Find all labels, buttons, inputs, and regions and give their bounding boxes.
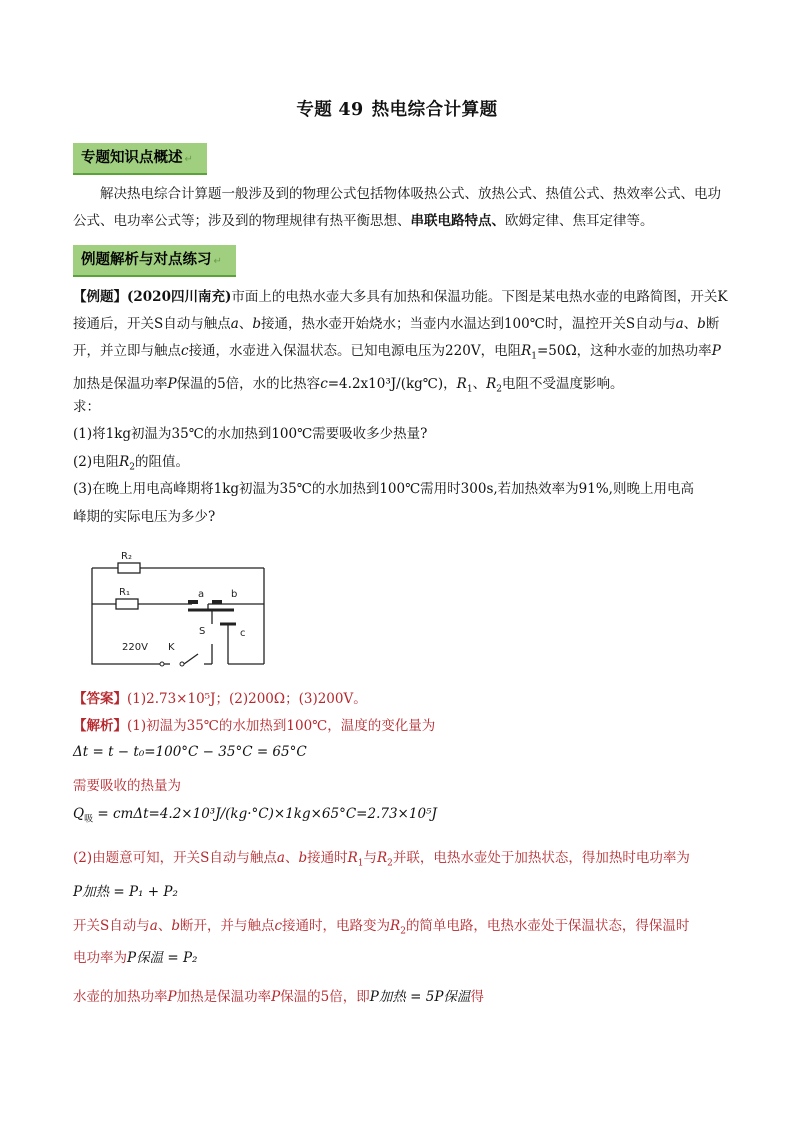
label-a: a: [198, 589, 205, 600]
label-c: c: [240, 628, 246, 639]
analysis-label: 【解析】: [73, 718, 127, 734]
title-number: 49: [338, 100, 364, 120]
page-title: [0, 96, 794, 121]
example-paragraph: 【例题】(2020四川南充)市面上的电热水壶大多具有加热和保温功能。下图是某电热水壶的电路简图，开关K接通后，开关S自动与触点a、b接通，热水壶开始烧水；当壶内水温达到100℃时，温控开关S自动与a、b断开，并立即与触点c接通，水壶进入保温状态。已知电源电压为220V，电阻$R_1=50\Omega$，这种水壶的加热功率P加热是保温功率P保温的5倍，水的比热容c=4.2x10³J/(kg℃)，$R_1$、$R_2$电阻不受温度影响。: [73, 289, 728, 395]
question-3-line-1: (3)在晚上用电高峰期将1kg初温为35℃的水加热到100℃需用时300s,若加热效率为91%,则晚上用电高: [73, 481, 694, 497]
analysis-heat-label: 需要吸收的热量为: [73, 778, 181, 794]
overview-bold-text: 串联电路特点、: [410, 213, 505, 229]
title-prefix: 专题: [296, 100, 333, 120]
resistor-r1: [116, 599, 138, 609]
switch-k: [184, 654, 198, 664]
formula-delta-t: Δt = t − t₀=100°C − 35°C = 65°C: [73, 744, 307, 760]
section-banner-examples: [73, 245, 236, 277]
label-s: S: [199, 626, 206, 637]
return-mark-icon: ↵: [213, 256, 222, 267]
section-overview-label: 专题知识点概述: [81, 150, 183, 166]
section-banner-overview: [73, 143, 207, 175]
section-examples-label: 例题解析与对点练习: [81, 252, 212, 268]
example-ask: 求：: [73, 399, 100, 415]
label-b: b: [231, 589, 238, 600]
question-3-line-2: 峰期的实际电压为多少?: [73, 509, 216, 525]
title-text: 热电综合计算题: [371, 100, 498, 120]
formula-heat: $Q_吸 = cm\Delta t=4.2\times 10^3J/(kg\cdot^\circ C)\times 1kg\times 65^\circ C=2.73\times 10^5J$: [73, 806, 437, 825]
label-k: K: [168, 642, 175, 653]
label-voltage: 220V: [122, 642, 148, 653]
label-r2: R₂: [121, 551, 132, 562]
formula-heating-power: P加热 = P₁ + P₂: [73, 884, 178, 900]
example-source: (2020四川南充): [127, 289, 232, 305]
resistor-r2: [118, 563, 140, 573]
question-2: (2)电阻$R_2$的阻值。: [73, 454, 190, 473]
label-r1: R₁: [119, 587, 130, 598]
circuit-diagram: [88, 544, 268, 672]
example-label: 【例题】: [73, 289, 127, 305]
return-mark-icon: ↵: [184, 154, 193, 165]
answer-label: 【答案】: [73, 691, 127, 707]
question-1: (1)将1kg初温为35℃的水加热到100℃需要吸收多少热量?: [73, 426, 428, 442]
terminal-1: [160, 662, 164, 666]
analysis-part-2b: 开关S自动与a、b断开，并与触点c接通时，电路变为$R_2$的简单电路，电热水壶处于保温状态，得保温时: [73, 918, 690, 937]
analysis-part-2: (2)由题意可知，开关S自动与触点a、b接通时$R_1$与$R_2$并联，电热水壶处于加热状态，得加热时电功率为: [73, 850, 690, 869]
analysis-keepwarm-power: 电功率为P保温 = P₂: [73, 950, 198, 966]
analysis-line-1: 【解析】(1)初温为35℃的水加热到100℃，温度的变化量为: [73, 718, 436, 734]
terminal-2: [180, 662, 184, 666]
answer-line: 【答案】(1)2.73×10⁵J；(2)200Ω；(3)200V。: [73, 691, 367, 707]
overview-paragraph: 解决热电综合计算题一般涉及到的物理公式包括物体吸热公式、放热公式、热值公式、热效率公式、电功公式、电功率公式等；涉及到的物理规律有热平衡思想、串联电路特点、欧姆定律、焦耳定律等。: [73, 186, 721, 229]
analysis-ratio: 水壶的加热功率P加热是保温功率P保温的5倍，即P加热 = 5P保温得: [73, 989, 484, 1005]
